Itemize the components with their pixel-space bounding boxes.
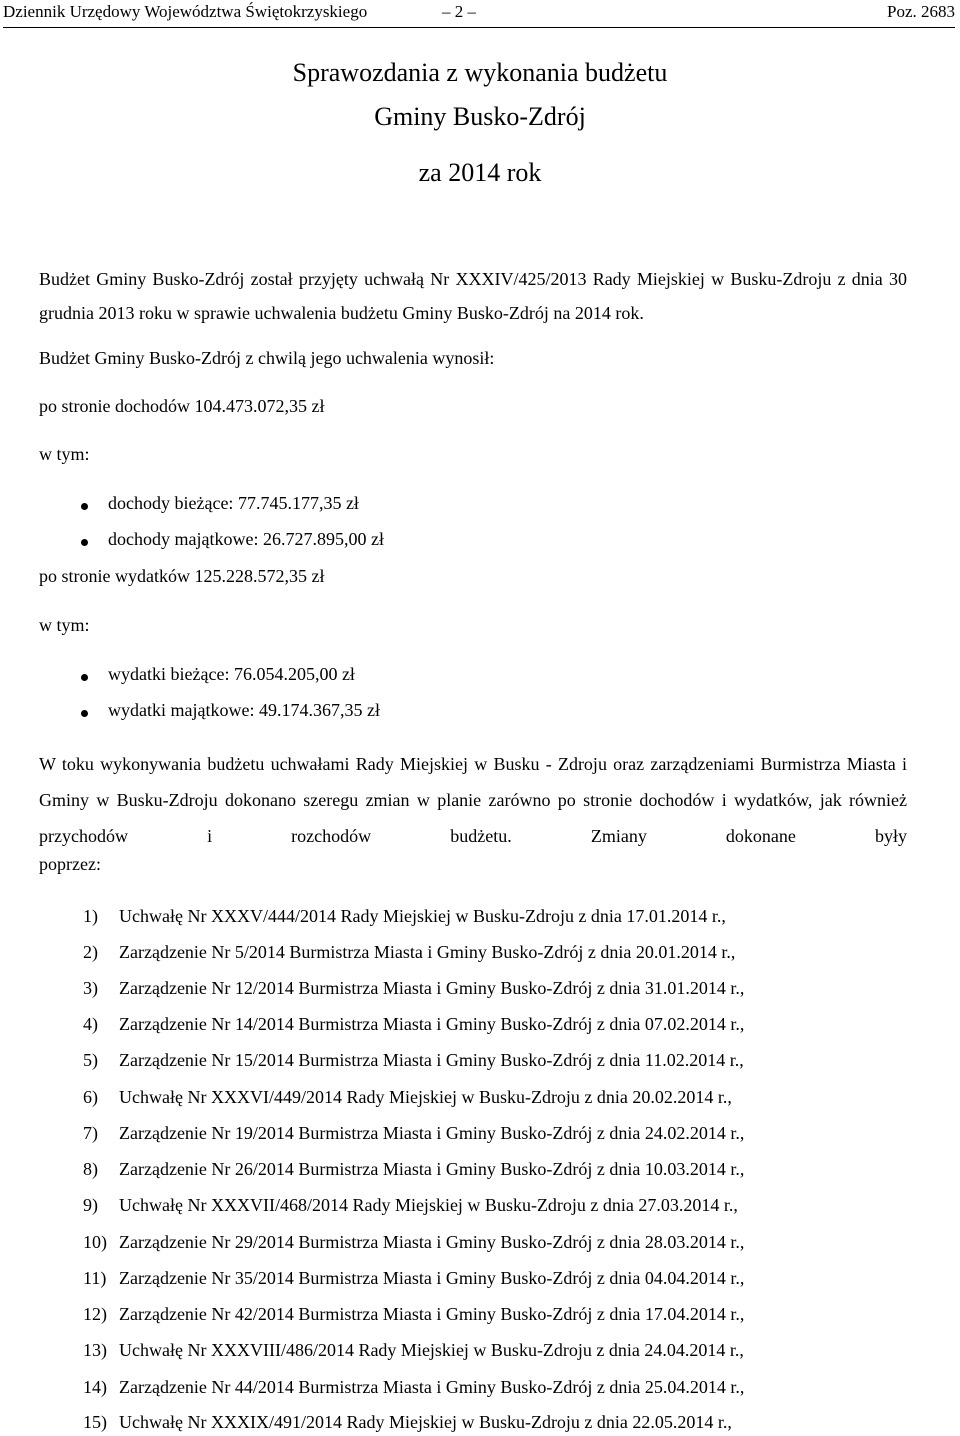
list-text: Uchwałę Nr XXXVIII/486/2014 Rady Miejskiej w Busku-Zdroju z dnia 24.04.2014 r., xyxy=(119,1340,744,1360)
list-text: Zarządzenie Nr 35/2014 Burmistrza Miasta i Gminy Busko-Zdrój z dnia 04.04.2014 r., xyxy=(119,1268,745,1288)
list-number: 2) xyxy=(83,942,98,962)
list-number: 14) xyxy=(83,1377,107,1397)
list-text: Zarządzenie Nr 14/2014 Burmistrza Miasta i Gminy Busko-Zdrój z dnia 07.02.2014 r., xyxy=(119,1014,745,1034)
list-number: 6) xyxy=(83,1087,98,1107)
list-item xyxy=(83,1014,744,1035)
budget-intro: Budżet Gminy Busko-Zdrój z chwilą jego uchwalenia wynosił: xyxy=(39,348,495,368)
bullet-icon xyxy=(81,503,88,510)
list-number: 12) xyxy=(83,1304,107,1324)
list-number: 10) xyxy=(83,1232,107,1252)
page-header xyxy=(3,0,955,28)
expense-item: wydatki majątkowe: 49.174.367,35 zł xyxy=(108,700,380,720)
revenue-item: dochody bieżące: 77.745.177,35 zł xyxy=(108,493,359,513)
list-text: Zarządzenie Nr 42/2014 Burmistrza Miasta i Gminy Busko-Zdrój z dnia 17.04.2014 r., xyxy=(119,1304,745,1324)
page-number: – 2 – xyxy=(442,2,476,21)
position-number: Poz. 2683 xyxy=(887,2,955,21)
list-item xyxy=(83,906,726,927)
bullet-icon xyxy=(81,674,88,681)
list-number: 1) xyxy=(83,906,98,926)
list-text: Uchwałę Nr XXXV/444/2014 Rady Miejskiej w Busku-Zdroju z dnia 17.01.2014 r., xyxy=(119,906,726,926)
changes-paragraph-end: poprzez: xyxy=(39,854,101,874)
list-text: Zarządzenie Nr 5/2014 Burmistrza Miasta i Gminy Busko-Zdrój z dnia 20.01.2014 r., xyxy=(119,942,736,962)
list-item xyxy=(83,1340,744,1361)
list-number: 5) xyxy=(83,1050,98,1070)
list-number: 9) xyxy=(83,1195,98,1215)
journal-name: Dziennik Urzędowy Województwa Świętokrzyskiego xyxy=(3,2,368,21)
list-number: 7) xyxy=(83,1123,98,1143)
list-item xyxy=(83,1087,732,1108)
expenses-total: po stronie wydatków 125.228.572,35 zł xyxy=(39,566,325,586)
intro-paragraph: Budżet Gminy Busko-Zdrój został przyjęty uchwałą Nr XXXIV/425/2013 Rady Miejskiej w Busku-Zdroju z dnia 30 grudnia 2013 roku w sprawie uchwalenia budżetu Gminy Busko-Zdrój na 2014 rok. xyxy=(39,269,907,323)
list-item xyxy=(83,1159,744,1180)
list-item xyxy=(83,978,744,999)
list-number: 11) xyxy=(83,1268,107,1288)
list-item xyxy=(83,1412,732,1433)
list-text: Uchwałę Nr XXXVI/449/2014 Rady Miejskiej w Busku-Zdroju z dnia 20.02.2014 r., xyxy=(119,1087,732,1107)
bullet-icon xyxy=(81,539,88,546)
document-title: Sprawozdania z wykonania budżetu xyxy=(292,58,668,87)
list-text: Zarządzenie Nr 26/2014 Burmistrza Miasta i Gminy Busko-Zdrój z dnia 10.03.2014 r., xyxy=(119,1159,745,1179)
document-subtitle: Gminy Busko-Zdrój xyxy=(374,102,586,131)
list-number: 13) xyxy=(83,1340,107,1360)
list-item xyxy=(83,1377,744,1398)
list-item xyxy=(83,1232,744,1253)
list-item xyxy=(83,942,735,963)
revenue-total: po stronie dochodów 104.473.072,35 zł xyxy=(39,396,325,416)
list-text: Uchwałę Nr XXXIX/491/2014 Rady Miejskiej w Busku-Zdroju z dnia 22.05.2014 r., xyxy=(119,1412,732,1432)
revenue-of-which: w tym: xyxy=(39,444,90,464)
list-text: Zarządzenie Nr 15/2014 Burmistrza Miasta i Gminy Busko-Zdrój z dnia 11.02.2014 r., xyxy=(119,1050,744,1070)
expense-item: wydatki bieżące: 76.054.205,00 zł xyxy=(108,664,355,684)
revenue-item: dochody majątkowe: 26.727.895,00 zł xyxy=(108,529,384,549)
list-number: 4) xyxy=(83,1014,98,1034)
list-text: Zarządzenie Nr 12/2014 Burmistrza Miasta i Gminy Busko-Zdrój z dnia 31.01.2014 r., xyxy=(119,978,745,998)
list-text: Uchwałę Nr XXXVII/468/2014 Rady Miejskiej w Busku-Zdroju z dnia 27.03.2014 r., xyxy=(119,1195,738,1215)
list-number: 8) xyxy=(83,1159,98,1179)
list-item xyxy=(83,1268,744,1289)
document-year: za 2014 rok xyxy=(418,158,542,187)
expenses-of-which: w tym: xyxy=(39,615,90,635)
bullet-icon xyxy=(81,710,88,717)
list-number: 3) xyxy=(83,978,98,998)
list-item xyxy=(83,1123,744,1144)
list-text: Zarządzenie Nr 44/2014 Burmistrza Miasta i Gminy Busko-Zdrój z dnia 25.04.2014 r., xyxy=(119,1377,745,1397)
list-item xyxy=(83,1195,738,1216)
list-item xyxy=(83,1050,744,1071)
changes-paragraph: W toku wykonywania budżetu uchwałami Rady Miejskiej w Busku - Zdroju oraz zarządzeniami Burmistrza Miasta i Gminy w Busku-Zdroju dokonano szeregu zmian w planie zarówno po stronie dochodów i wydatków, jak również przychodów i rozchodów budżetu. Zmiany dokonane były xyxy=(39,754,907,846)
list-text: Zarządzenie Nr 19/2014 Burmistrza Miasta i Gminy Busko-Zdrój z dnia 24.02.2014 r., xyxy=(119,1123,745,1143)
list-text: Zarządzenie Nr 29/2014 Burmistrza Miasta i Gminy Busko-Zdrój z dnia 28.03.2014 r., xyxy=(119,1232,745,1252)
list-item xyxy=(83,1304,744,1325)
list-number: 15) xyxy=(83,1412,107,1432)
